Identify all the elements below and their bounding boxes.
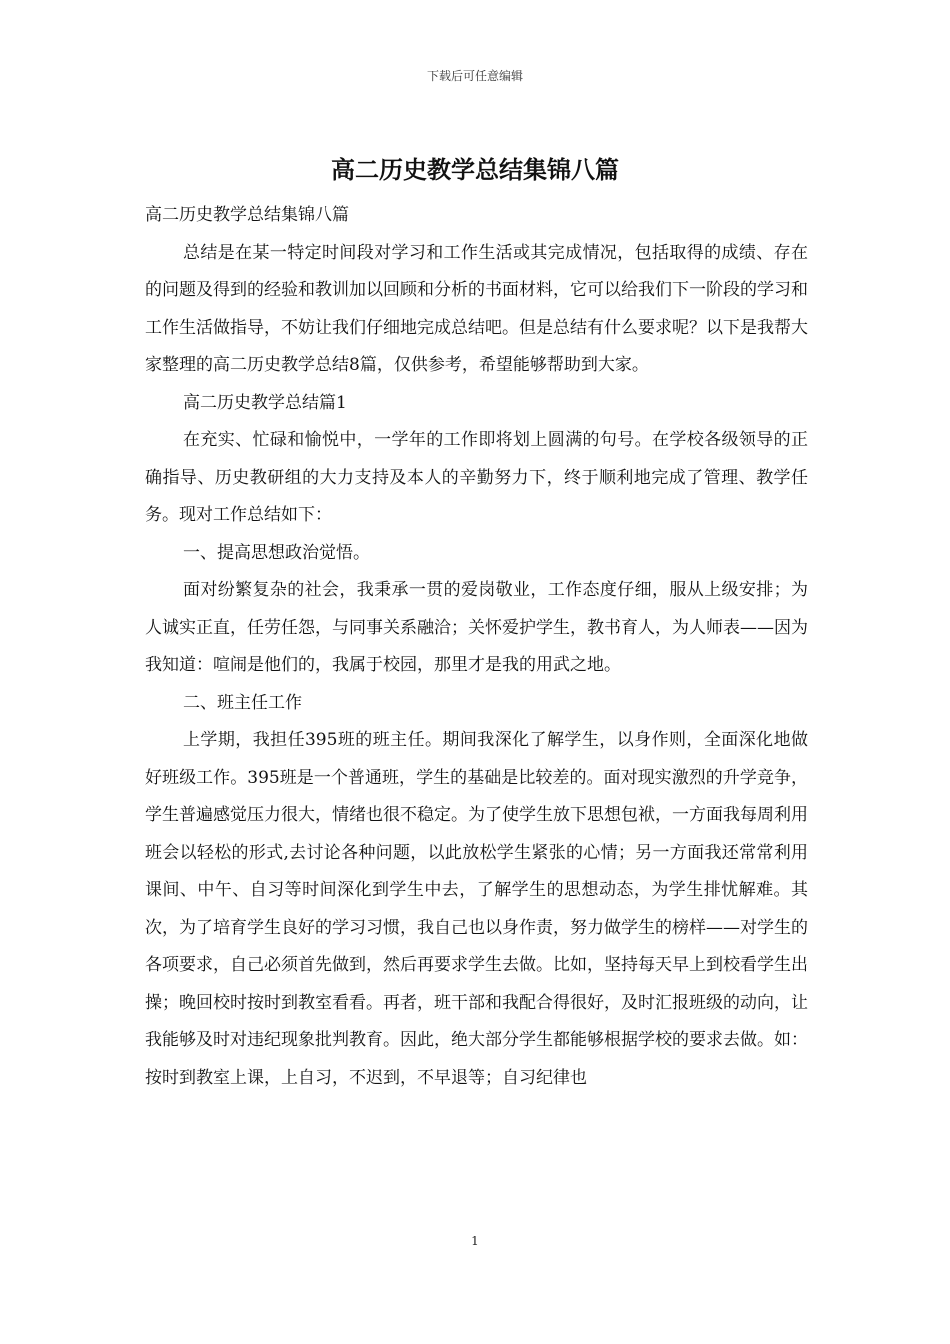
section-heading-homeroom: 二、班主任工作 — [183, 692, 302, 713]
page-header-note: 下载后可任意编辑 — [426, 69, 523, 83]
section-heading-political: 一、提高思想政治觉悟。 — [183, 542, 370, 563]
document-body — [145, 197, 808, 1097]
document-title: 高二历史教学总结集锦八篇 — [331, 155, 619, 184]
paragraph-subtitle: 高二历史教学总结集锦八篇 — [145, 205, 349, 225]
paragraph-opening: 在充实、忙碌和愉悦中，一学年的工作即将划上圆满的句号。在学校各级领导的正确指导、历史教研组的大力支持及本人的辛勤努力下，终于顺利地完成了管理、教学任务。现对工作总结如下： — [145, 430, 808, 525]
paragraph-intro: 总结是在某一特定时间段对学习和工作生活或其完成情况，包括取得的成绩、存在的问题及得到的经验和教训加以回顾和分析的书面材料，它可以给我们下一阶段的学习和工作生活做指导，不妨让我们仔细地完成总结吧。但是总结有什么要求呢？以下是我帮大家整理的高二历史教学总结8篇，仅供参考，希望能够帮助到大家。 — [145, 242, 808, 375]
paragraph-political: 面对纷繁复杂的社会，我秉承一贯的爱岗敬业，工作态度仔细，服从上级安排；为人诚实正直，任劳任怨，与同事关系融洽；关怀爱护学生，教书育人，为人师表——因为我知道：喧闹是他们的，我属于校园，那里才是我的用武之地。 — [145, 580, 808, 675]
paragraph-homeroom: 上学期，我担任395班的班主任。期间我深化了解学生，以身作则，全面深化地做好班级工作。395班是一个普通班，学生的基础是比较差的。面对现实激烈的升学竞争，学生普遍感觉压力很大，情绪也很不稳定。为了使学生放下思想包袱，一方面我每周利用班会以轻松的形式,去讨论各种问题，以此放松学生紧张的心情；另一方面我还常常利用课间、中午、自习等时间深化到学生中去，了解学生的思想动态，为学生排忧解难。其次，为了培育学生良好的学习习惯，我自己也以身作责，努力做学生的榜样——对学生的各项要求，自己必须首先做到，然后再要求学生去做。比如，坚持每天早上到校看学生出操；晚回校时按时到教室看看。再者，班干部和我配合得很好，及时汇报班级的动向，让我能够及时对违纪现象批判教育。因此，绝大部分学生都能够根据学校的要求去做。如：按时到教室上课，上自习，不迟到，不早退等；自习纪律也 — [145, 730, 808, 1088]
section-heading-part1: 高二历史教学总结篇1 — [183, 392, 347, 413]
page-number: 1 — [471, 1234, 479, 1248]
